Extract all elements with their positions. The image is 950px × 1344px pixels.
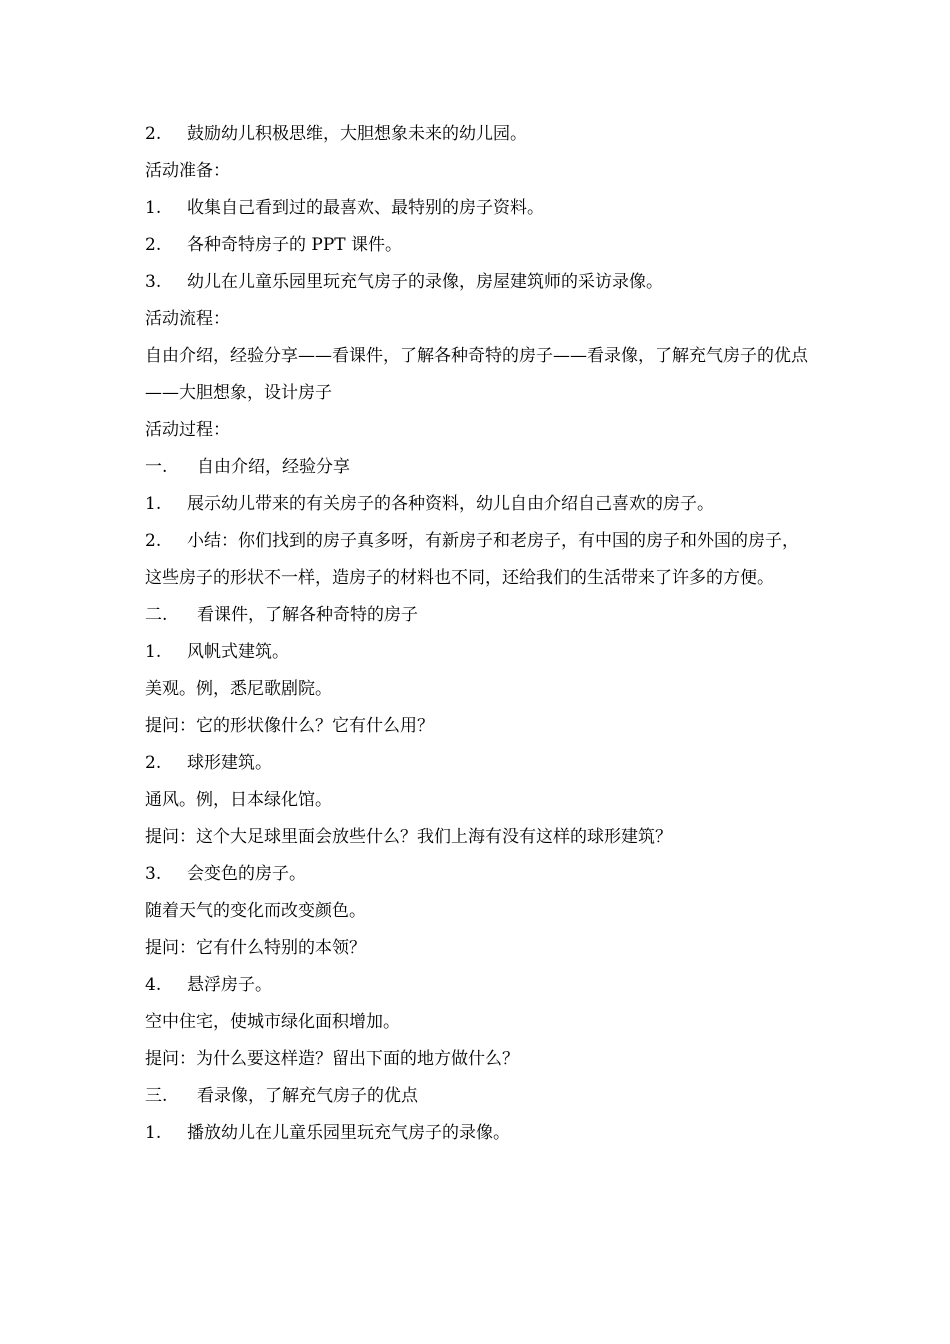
summary-paragraph <box>145 523 815 597</box>
document-body <box>145 116 815 1152</box>
building-question: 提问：这个大足球里面会放些什么？我们上海有没有这样的球形建筑？ <box>145 827 672 847</box>
building-note: 随着天气的变化而改变颜色。 <box>145 901 366 921</box>
item-text: 会变色的房子。 <box>187 864 306 884</box>
preparation-item-2 <box>145 227 815 264</box>
item-text: 幼儿在儿童乐园里玩充气房子的录像，房屋建筑师的采访录像。 <box>187 272 663 292</box>
step-number: 二. <box>145 605 168 625</box>
item-text: 展示幼儿带来的有关房子的各种资料，幼儿自由介绍自己喜欢的房子。 <box>187 494 714 514</box>
item-text: 鼓励幼儿积极思维，大胆想象未来的幼儿园。 <box>187 124 527 144</box>
item-number: 2. <box>145 235 162 255</box>
building-question: 提问：它的形状像什么？它有什么用？ <box>145 716 434 736</box>
item-number: 4. <box>145 975 162 995</box>
preparation-item-1 <box>145 190 815 227</box>
section-heading-preparation: 活动准备： <box>145 161 230 181</box>
item-text: 小结：你们找到的房子真多呀，有新房子和老房子，有中国的房子和外国的房子，这些房子的形状不一样，造房子的材料也不同，还给我们的生活带来了许多的方便。 <box>145 531 799 588</box>
step-title: 看课件，了解各种奇特的房子 <box>197 605 418 625</box>
item-number: 2. <box>145 124 162 144</box>
building-note: 美观。例，悉尼歌剧院。 <box>145 679 332 699</box>
item-text: 风帆式建筑。 <box>187 642 289 662</box>
item-number: 3. <box>145 272 162 292</box>
building-item-color <box>145 856 815 893</box>
building-note: 通风。例，日本绿化馆。 <box>145 790 332 810</box>
step-number: 三. <box>145 1086 168 1106</box>
building-item-sail <box>145 634 815 671</box>
process-step-3-heading <box>145 1078 815 1115</box>
item-text: 收集自己看到过的最喜欢、最特别的房子资料。 <box>187 198 544 218</box>
section-heading-flow: 活动流程： <box>145 309 230 329</box>
objective-item-2 <box>145 116 815 153</box>
process-step-2-heading <box>145 597 815 634</box>
step-title: 自由介绍，经验分享 <box>197 457 350 477</box>
item-number: 1. <box>145 642 162 662</box>
item-number: 3. <box>145 864 162 884</box>
step-number: 一. <box>145 457 168 477</box>
item-text: 各种奇特房子的 PPT 课件。 <box>187 235 403 255</box>
section-heading-process: 活动过程： <box>145 420 230 440</box>
item-text: 悬浮房子。 <box>187 975 272 995</box>
preparation-item-3 <box>145 264 815 301</box>
item-number: 2. <box>145 753 162 773</box>
item-number: 1. <box>145 1123 162 1143</box>
building-item-sphere <box>145 745 815 782</box>
building-question: 提问：它有什么特别的本领？ <box>145 938 366 958</box>
item-number: 1. <box>145 198 162 218</box>
video-item <box>145 1115 815 1152</box>
item-text: 球形建筑。 <box>187 753 272 773</box>
process-item <box>145 486 815 523</box>
process-step-1-heading <box>145 449 815 486</box>
item-number: 2. <box>145 531 162 551</box>
item-text: 播放幼儿在儿童乐园里玩充气房子的录像。 <box>187 1123 510 1143</box>
step-title: 看录像，了解充气房子的优点 <box>197 1086 418 1106</box>
building-item-floating <box>145 967 815 1004</box>
building-note: 空中住宅，使城市绿化面积增加。 <box>145 1012 400 1032</box>
building-question: 提问：为什么要这样造？留出下面的地方做什么？ <box>145 1049 519 1069</box>
item-number: 1. <box>145 494 162 514</box>
flow-paragraph: 自由介绍，经验分享——看课件，了解各种奇特的房子——看录像，了解充气房子的优点——大胆想象，设计房子 <box>145 346 808 403</box>
